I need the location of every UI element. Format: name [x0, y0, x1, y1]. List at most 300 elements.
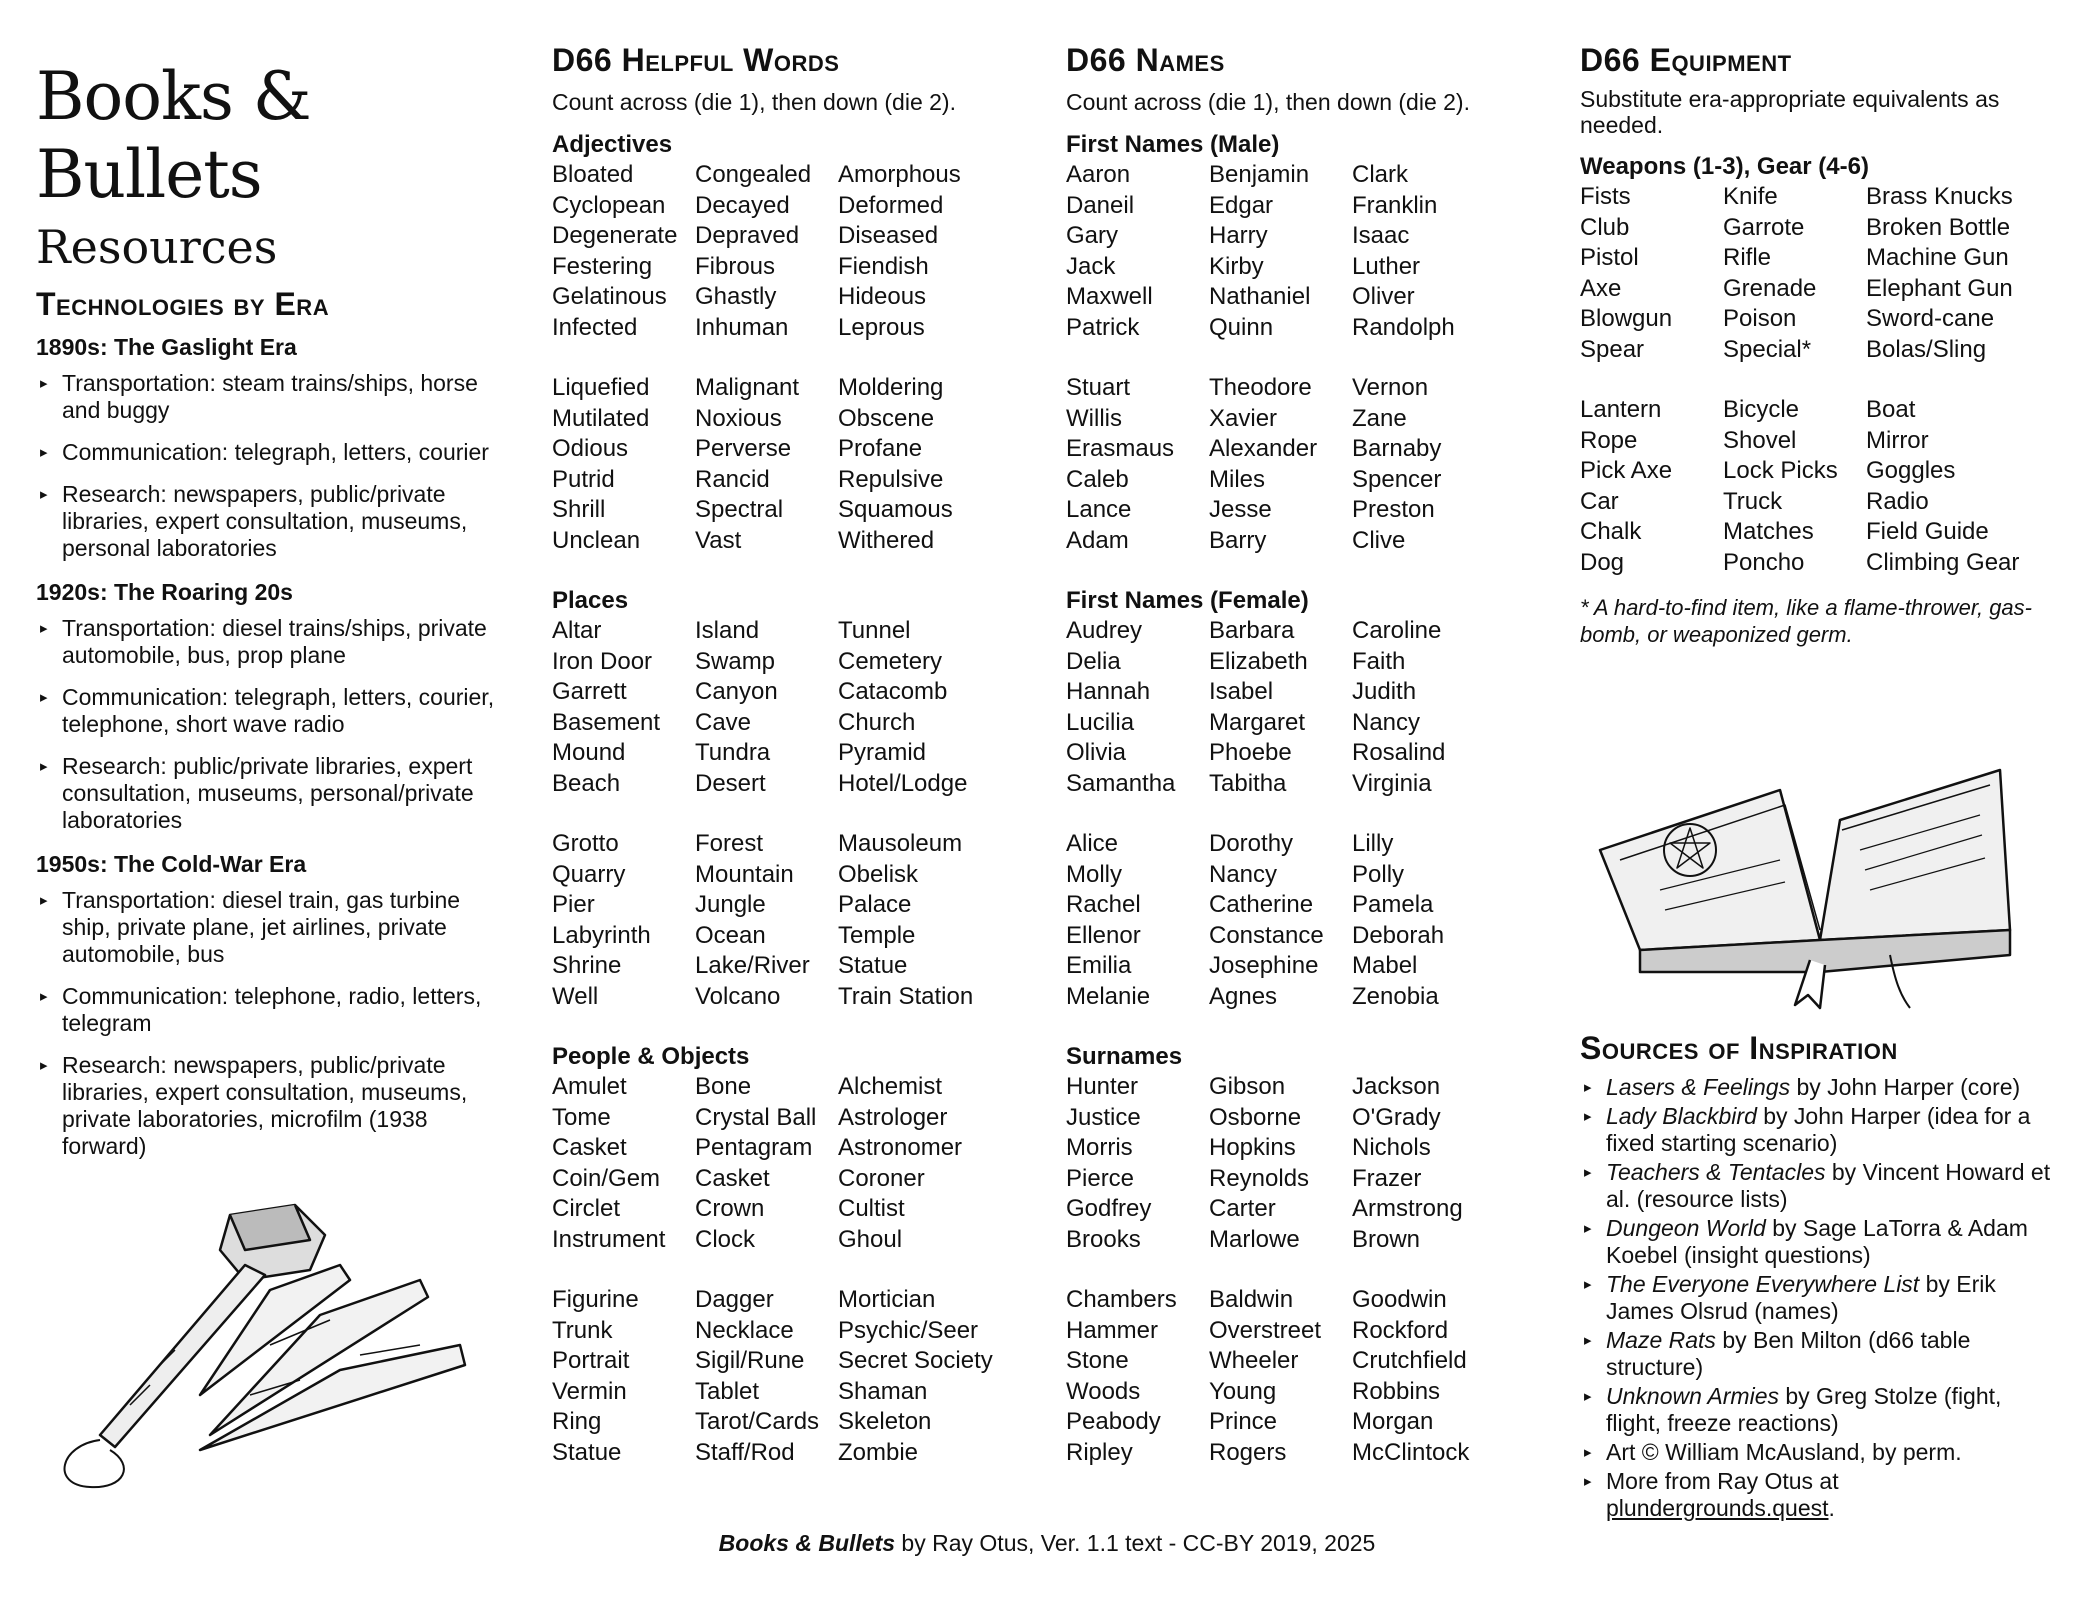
d66-table-cell: Alice [1066, 830, 1119, 857]
d66-table-cell: Crystal Ball [695, 1103, 817, 1131]
d66-table-block [1066, 373, 1536, 556]
d66-table-cell: Odious [552, 435, 629, 462]
table-section-heading: Adjectives [552, 131, 673, 158]
d66-table-cell: Clock [695, 1225, 756, 1253]
d66-table-cell: Grotto [552, 830, 619, 857]
d66-table-cell: Kirby [1209, 252, 1264, 280]
d66-table-cell: Grenade [1723, 274, 1817, 302]
d66-table-cell: Audrey [1066, 617, 1143, 644]
d66-table-cell: Barry [1209, 526, 1267, 554]
d66-table-cell: Perverse [695, 435, 792, 462]
d66-table-cell: Jack [1066, 252, 1116, 280]
table-section-heading: People & Objects [552, 1043, 750, 1070]
d66-table-cell: Osborne [1209, 1103, 1302, 1131]
d66-table-cell: Ghastly [695, 283, 777, 310]
era-bullet-item: ▸ Research: public/private libraries, expert consultation, museums, personal/private laboratories [36, 753, 506, 834]
d66-table-cell: Luther [1352, 252, 1421, 280]
d66-table-cell: Truck [1723, 487, 1783, 515]
d66-table-cell: Carter [1209, 1195, 1276, 1222]
d66-table-cell: Harry [1209, 222, 1268, 249]
d66-table-cell: Virginia [1352, 769, 1432, 797]
source-title: The Everyone Everywhere List [1606, 1271, 1920, 1297]
source-item [1580, 1103, 2060, 1157]
source-item [1580, 1439, 2060, 1466]
d66-table-cell: Hideous [838, 283, 927, 310]
d66-table-cell: Statue [552, 1438, 622, 1466]
d66-table-cell: Elephant Gun [1866, 274, 2013, 302]
d66-table-cell: Maxwell [1066, 283, 1153, 310]
d66-table-cell: Amulet [552, 1073, 627, 1100]
d66-table-cell: Daneil [1066, 191, 1135, 219]
d66-table-cell: Garrett [552, 678, 627, 705]
d66-table-cell: Cave [695, 708, 752, 736]
d66-table-cell: Nancy [1209, 860, 1278, 888]
d66-table-cell: Emilia [1066, 952, 1132, 979]
d66-table-cell: Ellenor [1066, 921, 1141, 949]
d66-table-cell: Young [1209, 1377, 1277, 1405]
d66-table-cell: Margaret [1209, 708, 1306, 736]
source-title: Teachers & Tentacles [1606, 1159, 1826, 1185]
d66-table-cell: Lock Picks [1723, 457, 1838, 484]
d66-table-cell: Pyramid [838, 739, 927, 766]
d66-table-cell: Wheeler [1209, 1347, 1299, 1374]
source-title: Lady Blackbird [1606, 1103, 1757, 1129]
d66-table-cell: Marlowe [1209, 1225, 1300, 1253]
names-heading: D66 Names [1066, 42, 1225, 78]
d66-table-cell: Prince [1209, 1408, 1278, 1435]
d66-table-cell: Skeleton [838, 1408, 932, 1435]
d66-table-cell: Lucilia [1066, 708, 1135, 736]
d66-table-cell: Poison [1723, 305, 1797, 332]
d66-table-cell: Withered [838, 526, 935, 554]
d66-table-cell: Shaman [838, 1377, 928, 1405]
d66-table-cell: Swamp [695, 647, 776, 675]
era-bullet-item: ▸ Research: newspapers, public/private libraries, expert consultation, museums, personal laboratories [36, 481, 506, 562]
d66-table-cell: Forest [695, 830, 764, 857]
d66-table-cell: Axe [1580, 274, 1622, 302]
d66-table-cell: Caleb [1066, 465, 1129, 493]
d66-table-cell: Alexander [1209, 435, 1318, 462]
helpful-words-heading: D66 Helpful Words [552, 42, 840, 78]
d66-table-cell: Labyrinth [552, 921, 651, 949]
d66-table-cell: Deformed [838, 191, 944, 219]
era-heading: 1950s: The Cold-War Era [36, 851, 307, 877]
source-description: by John Harper (core) [1790, 1074, 2021, 1100]
d66-table-block [1066, 1285, 1536, 1468]
d66-table-cell: O'Grady [1352, 1103, 1441, 1131]
d66-table-cell: Olivia [1066, 739, 1127, 766]
d66-table-cell: Squamous [838, 496, 953, 523]
d66-table-cell: Blowgun [1580, 305, 1673, 332]
d66-table-cell: Garrote [1723, 213, 1805, 241]
source-title: Lasers & Feelings [1606, 1074, 1791, 1100]
d66-table-cell: Dagger [695, 1286, 774, 1313]
era-heading: 1890s: The Gaslight Era [36, 334, 297, 360]
d66-table-cell: Justice [1066, 1103, 1141, 1131]
d66-table-cell: Sword-cane [1866, 305, 1995, 332]
d66-table-cell: Morris [1066, 1134, 1133, 1161]
d66-table-cell: Judith [1352, 678, 1417, 705]
d66-table-cell: Volcano [695, 982, 781, 1010]
d66-table-cell: Brown [1352, 1225, 1421, 1253]
d66-table-cell: Congealed [695, 161, 812, 188]
d66-table-cell: Shrill [552, 496, 606, 523]
d66-table-cell: Fists [1580, 183, 1631, 210]
d66-table-cell: Church [838, 708, 916, 736]
d66-table-cell: Pick Axe [1580, 457, 1673, 484]
d66-table-cell: Desert [695, 769, 766, 797]
d66-table-cell: Clark [1352, 161, 1409, 188]
d66-table-cell: Gelatinous [552, 283, 667, 310]
d66-table-cell: Elizabeth [1209, 647, 1308, 675]
d66-table-cell: Repulsive [838, 465, 944, 493]
d66-table-cell: Rockford [1352, 1316, 1449, 1344]
open-book-illustration [1580, 710, 2020, 1010]
d66-table-cell: Poncho [1723, 548, 1805, 576]
era-heading: 1920s: The Roaring 20s [36, 579, 293, 605]
era-bullet-item: ▸ Communication: telegraph, letters, courier [36, 439, 506, 466]
d66-table-cell: Basement [552, 708, 661, 736]
d66-table-cell: Franklin [1352, 191, 1438, 219]
d66-table-cell: Adam [1066, 526, 1129, 554]
d66-table-cell: Trunk [552, 1316, 613, 1344]
d66-table-cell: Ring [552, 1408, 602, 1435]
d66-table-cell: Randolph [1352, 313, 1455, 341]
d66-table-cell: Cyclopean [552, 191, 666, 219]
d66-table-cell: Staff/Rod [695, 1438, 795, 1466]
sources-section [1580, 1028, 2060, 1524]
d66-table-cell: Barnaby [1352, 435, 1442, 462]
d66-table-cell: Lantern [1580, 396, 1662, 423]
d66-table-cell: Car [1580, 487, 1619, 515]
d66-table-cell: Tarot/Cards [695, 1408, 820, 1435]
d66-table-cell: Zombie [838, 1438, 919, 1466]
d66-table-cell: Malignant [695, 374, 800, 401]
d66-table-cell: Bloated [552, 161, 634, 188]
d66-table-cell: Alchemist [838, 1073, 943, 1100]
d66-table-cell: Lilly [1352, 830, 1394, 857]
d66-table-cell: Hopkins [1209, 1134, 1296, 1161]
d66-table-cell: Leprous [838, 313, 925, 341]
d66-table-cell: Mabel [1352, 952, 1418, 979]
d66-table-cell: Benjamin [1209, 161, 1310, 188]
d66-table-cell: Brooks [1066, 1225, 1141, 1253]
source-item [1580, 1159, 2060, 1213]
d66-table-cell: Machine Gun [1866, 244, 2009, 271]
helpful-words-tables [552, 130, 1022, 1468]
d66-table-cell: Inhuman [695, 313, 789, 341]
d66-table-cell: Figurine [552, 1286, 639, 1313]
d66-table-cell: Crown [695, 1195, 765, 1222]
d66-table-cell: Oliver [1352, 283, 1415, 310]
d66-table-cell: Gibson [1209, 1073, 1286, 1100]
helpful-words-column [552, 40, 1022, 1498]
source-item [1580, 1468, 2060, 1522]
d66-table-cell: Decayed [695, 191, 790, 219]
era-bullet-list [36, 887, 506, 1160]
equipment-column [1580, 40, 2060, 648]
d66-table-cell: Phoebe [1209, 739, 1292, 766]
d66-table-cell: Zenobia [1352, 982, 1439, 1010]
d66-table-cell: Pistol [1580, 244, 1639, 271]
d66-table-cell: Agnes [1209, 982, 1278, 1010]
d66-table-cell: Astrologer [838, 1103, 948, 1131]
d66-table-cell: Pierce [1066, 1164, 1135, 1192]
d66-table-cell: Robbins [1352, 1377, 1441, 1405]
d66-table-cell: Xavier [1209, 404, 1278, 432]
d66-table-cell: Vermin [552, 1377, 627, 1405]
d66-table-cell: Beach [552, 769, 621, 797]
d66-table-cell: Diseased [838, 222, 939, 249]
d66-table-cell: Spencer [1352, 465, 1442, 493]
d66-table-cell: Cultist [838, 1195, 905, 1222]
d66-table-cell: Godfrey [1066, 1195, 1152, 1222]
d66-table-cell: Instrument [552, 1225, 666, 1253]
d66-table-cell: Rope [1580, 426, 1638, 454]
d66-table-cell: Lake/River [695, 952, 810, 979]
table-section-heading: Places [552, 587, 629, 614]
d66-table-block [552, 160, 1022, 343]
d66-table-cell: Zane [1352, 404, 1407, 432]
d66-table-cell: Mausoleum [838, 830, 963, 857]
d66-table-cell: Obelisk [838, 860, 919, 888]
source-title: Maze Rats [1606, 1327, 1716, 1353]
source-link[interactable]: plundergrounds.quest [1606, 1495, 1829, 1521]
era-bullet-item: ▸ Research: newspapers, public/private libraries, expert consultation, museums, private laboratories, microfilm (1938 forward) [36, 1052, 506, 1160]
source-description: Art © William McAusland, by perm. [1606, 1439, 1962, 1465]
d66-table-cell: Rogers [1209, 1438, 1287, 1466]
d66-table-cell: Nichols [1352, 1134, 1431, 1161]
d66-table-cell: Rachel [1066, 891, 1141, 918]
equipment-instructions: Substitute era-appropriate equivalents as needed. [1580, 86, 2000, 138]
d66-table-cell: Spear [1580, 335, 1645, 363]
d66-table-cell: Miles [1209, 465, 1266, 493]
d66-table-cell: Quinn [1209, 313, 1274, 341]
d66-table-cell: Bolas/Sling [1866, 335, 1987, 363]
helpful-words-instructions: Count across (die 1), then down (die 2). [552, 89, 956, 115]
d66-table-cell: Armstrong [1352, 1195, 1463, 1222]
d66-table-block [1066, 1072, 1536, 1255]
d66-table-cell: Hunter [1066, 1073, 1139, 1100]
d66-table-cell: Radio [1866, 487, 1929, 515]
table-section-heading: First Names (Female) [1066, 587, 1309, 614]
d66-table-cell: Moldering [838, 374, 944, 401]
d66-table-cell: Rifle [1723, 244, 1772, 271]
d66-table-cell: Profane [838, 435, 923, 462]
d66-table-cell: Casket [552, 1134, 627, 1161]
era-bullet-item: ▸ Transportation: diesel trains/ships, private automobile, bus, prop plane [36, 615, 506, 669]
d66-table-cell: Ripley [1066, 1438, 1133, 1466]
d66-table-block [552, 373, 1022, 556]
d66-table-cell: Jesse [1209, 496, 1272, 523]
d66-table-cell: Pamela [1352, 891, 1434, 918]
d66-table-cell: Coroner [838, 1164, 925, 1192]
d66-table-cell: Fibrous [695, 252, 776, 280]
d66-table-cell: Shrine [552, 952, 622, 979]
d66-table-cell: Patrick [1066, 313, 1140, 341]
d66-table-cell: Dorothy [1209, 830, 1294, 857]
d66-table-cell: Nancy [1352, 708, 1421, 736]
source-item [1580, 1327, 2060, 1381]
d66-table-cell: Bone [695, 1073, 752, 1100]
d66-table-block [552, 829, 1022, 1012]
d66-table-cell: Mutilated [552, 404, 650, 432]
d66-table-cell: Hannah [1066, 678, 1151, 705]
era-bullet-item: ▸ Transportation: diesel train, gas turbine ship, private plane, jet airlines, private automobile, bus [36, 887, 506, 968]
source-description: by John Harper (idea for a fixed starting scenario) [1606, 1103, 2031, 1156]
d66-table-cell: Gary [1066, 222, 1119, 249]
d66-table-cell: Knife [1723, 183, 1778, 210]
d66-table-cell: Tome [552, 1103, 611, 1131]
d66-table-cell: Amorphous [838, 161, 961, 188]
era-list [36, 332, 506, 1160]
d66-table-cell: Sigil/Rune [695, 1347, 805, 1374]
d66-table-cell: Isaac [1352, 222, 1410, 249]
d66-table-cell: Palace [838, 891, 912, 918]
d66-table-cell: Tabitha [1209, 769, 1287, 797]
source-description: More from Ray Otus at [1606, 1468, 1839, 1494]
d66-table-cell: Statue [838, 952, 908, 979]
d66-table-cell: Barbara [1209, 617, 1295, 644]
names-tables [1066, 130, 1536, 1468]
d66-table-cell: Spectral [695, 496, 784, 523]
d66-table-cell: Secret Society [838, 1347, 993, 1374]
sources-list [1580, 1074, 2060, 1522]
d66-table-cell: Polly [1352, 860, 1405, 888]
d66-table-cell: Theodore [1209, 374, 1312, 401]
d66-table-block [1580, 182, 2060, 365]
d66-table-cell: Aaron [1066, 161, 1131, 188]
source-item [1580, 1271, 2060, 1325]
source-description: by Erik James Olsrud (names) [1606, 1271, 1996, 1324]
d66-table-cell: Liquefied [552, 374, 650, 401]
d66-table-cell: Woods [1066, 1377, 1141, 1405]
d66-table-cell: Iron Door [552, 647, 653, 675]
d66-table-cell: Bicycle [1723, 396, 1800, 423]
d66-table-cell: Hammer [1066, 1316, 1159, 1344]
d66-table-block [1066, 829, 1536, 1012]
d66-table-cell: Lance [1066, 496, 1132, 523]
d66-table-cell: Samantha [1066, 769, 1176, 797]
d66-table-cell: McClintock [1352, 1438, 1470, 1466]
table-section-heading: Surnames [1066, 1043, 1183, 1070]
technologies-heading: Technologies by Era [36, 286, 330, 322]
d66-table-cell: Mountain [695, 860, 794, 888]
d66-table-cell: Mirror [1866, 426, 1929, 454]
d66-table-cell: Tundra [695, 739, 771, 766]
d66-table-cell: Willis [1066, 404, 1122, 432]
d66-table-cell: Mortician [838, 1286, 936, 1313]
d66-table-cell: Climbing Gear [1866, 548, 2020, 576]
d66-table-cell: Brass Knucks [1866, 183, 2013, 210]
d66-table-cell: Cemetery [838, 647, 943, 675]
source-item [1580, 1383, 2060, 1437]
d66-table-cell: Pier [552, 891, 595, 918]
d66-table-cell: Molly [1066, 860, 1123, 888]
document-subtitle: Resources [36, 220, 278, 274]
sources-heading: Sources of Inspiration [1580, 1030, 1898, 1066]
d66-table-cell: Catherine [1209, 891, 1314, 918]
d66-table-cell: Astronomer [838, 1134, 963, 1161]
d66-table-cell: Baldwin [1209, 1286, 1294, 1313]
d66-table-cell: Unclean [552, 526, 641, 554]
d66-table-cell: Chambers [1066, 1286, 1177, 1313]
footer-title: Books & Bullets [718, 1530, 896, 1556]
d66-table-cell: Mound [552, 739, 626, 766]
d66-table-cell: Island [695, 617, 760, 644]
open-book-drawing [1580, 710, 2020, 1010]
d66-table-cell: Degenerate [552, 222, 678, 249]
names-column [1066, 40, 1536, 1498]
source-description: by Sage LaTorra & Adam Koebel (insight questions) [1606, 1215, 2028, 1268]
d66-table-cell: Stuart [1066, 374, 1131, 401]
d66-table-block [1066, 616, 1536, 799]
d66-table-cell: Dog [1580, 548, 1625, 576]
d66-table-cell: Josephine [1209, 952, 1319, 979]
d66-table-cell: Vast [695, 526, 742, 554]
d66-table-cell: Jackson [1352, 1073, 1441, 1100]
names-instructions: Count across (die 1), then down (die 2). [1066, 89, 1470, 115]
d66-table-cell: Tunnel [838, 617, 911, 644]
d66-table-cell: Field Guide [1866, 518, 1989, 545]
d66-table-cell: Vernon [1352, 374, 1429, 401]
d66-table-cell: Psychic/Seer [838, 1316, 979, 1344]
d66-table-cell: Casket [695, 1164, 770, 1192]
d66-table-cell: Ocean [695, 921, 766, 949]
era-bullet-item: ▸ Communication: telephone, radio, letters, telegram [36, 983, 506, 1037]
d66-table-cell: Quarry [552, 860, 626, 888]
source-trailing: . [1828, 1495, 1835, 1521]
d66-table-cell: Caroline [1352, 617, 1442, 644]
hammer-stakes-illustration [40, 1195, 500, 1495]
era-bullet-list [36, 615, 506, 834]
d66-table-cell: Ghoul [838, 1225, 903, 1253]
d66-table-cell: Edgar [1209, 191, 1274, 219]
d66-table-cell: Peabody [1066, 1408, 1161, 1435]
source-description: by Ben Milton (d66 table structure) [1606, 1327, 1971, 1380]
d66-table-cell: Putrid [552, 465, 615, 493]
d66-table-cell: Jungle [695, 891, 766, 918]
d66-table-block [552, 1285, 1022, 1468]
technologies-column [36, 40, 506, 1175]
d66-table-cell: Morgan [1352, 1408, 1434, 1435]
d66-table-cell: Coin/Gem [552, 1164, 661, 1192]
d66-table-cell: Portrait [552, 1347, 630, 1374]
equipment-tables [1580, 182, 2060, 578]
source-item [1580, 1215, 2060, 1269]
footer-text: by Ray Otus, Ver. 1.1 text - CC-BY 2019, 2025 [895, 1530, 1376, 1556]
source-title: Dungeon World [1606, 1215, 1766, 1241]
equipment-footnote: * A hard-to-find item, like a flame-thrower, gas-bomb, or weaponized germ. [1580, 595, 2032, 647]
source-description: by Greg Stolze (fight, flight, freeze reactions) [1606, 1383, 2002, 1436]
d66-table-cell: Shovel [1723, 426, 1797, 454]
d66-table-cell: Noxious [695, 404, 782, 432]
d66-table-cell: Isabel [1209, 678, 1274, 705]
d66-table-cell: Necklace [695, 1316, 794, 1344]
d66-table-cell: Fiendish [838, 252, 929, 280]
equipment-heading: D66 Equipment [1580, 42, 1792, 78]
d66-table-cell: Delia [1066, 647, 1121, 675]
source-title: Unknown Armies [1606, 1383, 1779, 1409]
d66-table-cell: Special* [1723, 335, 1812, 363]
d66-table-cell: Clive [1352, 526, 1406, 554]
d66-table-cell: Chalk [1580, 518, 1642, 545]
d66-table-block [552, 616, 1022, 799]
document-title: Books & Bullets [36, 58, 311, 213]
table-section-heading: First Names (Male) [1066, 131, 1280, 158]
d66-table-cell: Goggles [1866, 457, 1956, 484]
d66-table-cell: Temple [838, 921, 916, 949]
